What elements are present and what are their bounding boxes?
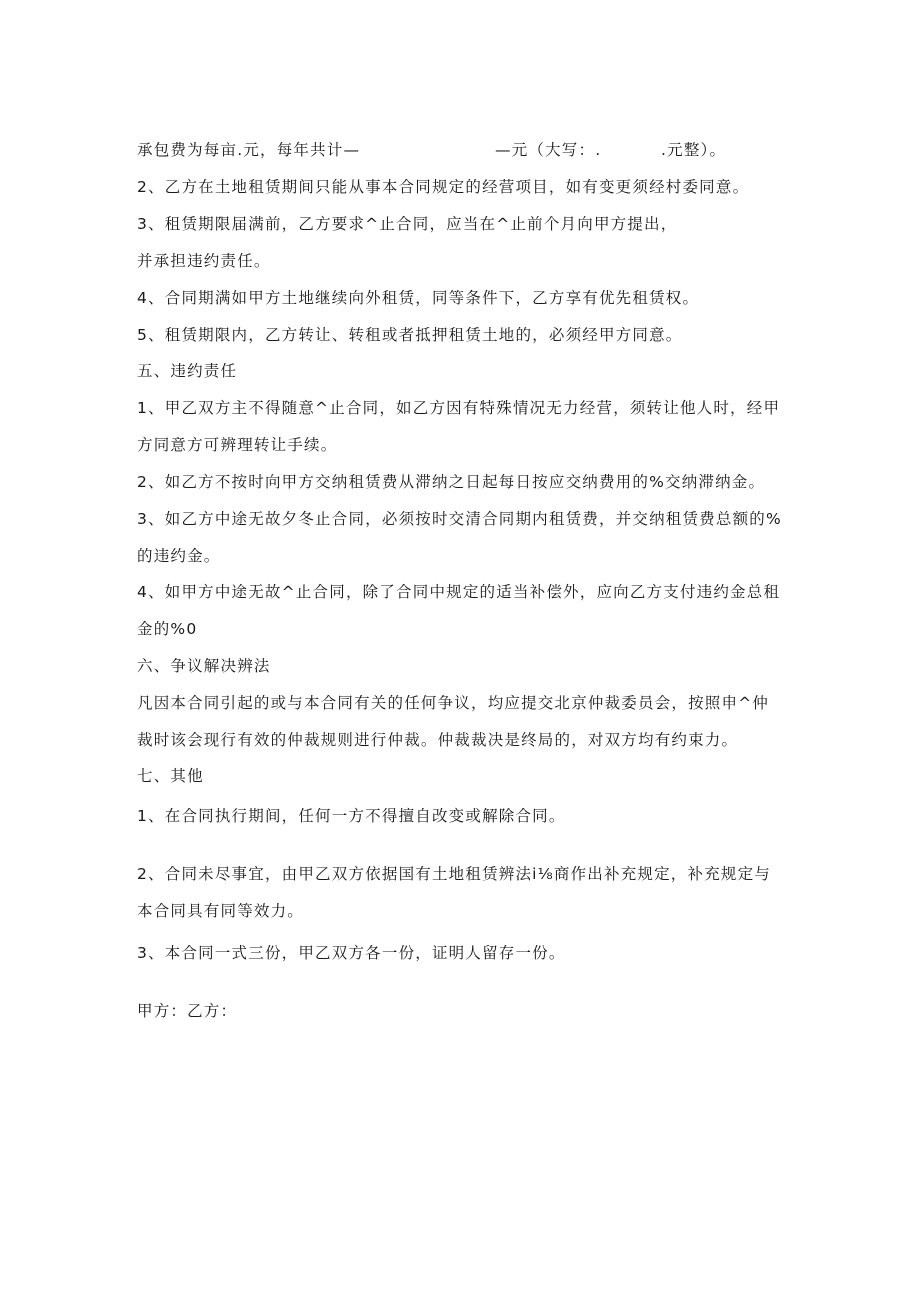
clause-5-4-line-1: 4、如甲方中途无故^止合同，除了合同中规定的适当补偿外，应向乙方支付违约金总租 <box>137 583 781 601</box>
fee-line-part3: .元整）。 <box>661 141 727 159</box>
clause-5-1-line-2: 方同意方可辨理转让手续。 <box>137 436 338 454</box>
clause-2-3-line-1: 3、租赁期限届满前，乙方要求^止合同，应当在^止前个月向甲方提出， <box>137 215 678 233</box>
clause-7-3-line: 3、本合同一式三份，甲乙双方各一份，证明人留存一份。 <box>137 944 566 962</box>
clause-2-3-line-2: 并承担违约责任。 <box>137 252 271 270</box>
clause-5-3-line-2: 的违约金。 <box>137 547 221 565</box>
clause-7-1-line: 1、在合同执行期间，任何一方不得擅自改变或解除合同。 <box>137 807 566 825</box>
signature-line: 甲方：乙方： <box>137 1002 238 1020</box>
clause-2-2-line: 2、乙方在土地租赁期间只能从事本合同规定的经营项目，如有变更须经村委同意。 <box>137 178 750 196</box>
section-heading-5: 五、违约责任 <box>137 362 238 380</box>
section-heading-6: 六、争议解决辨法 <box>137 657 271 675</box>
fee-line-part2: —元（大写：. <box>495 141 602 159</box>
clause-6-line-2: 裁时该会现行有效的仲裁规则进行仲裁。仲裁裁决是终局的，对双方均有约束力。 <box>137 731 739 749</box>
clause-7-2-line-2: 本合同具有同等效力。 <box>137 902 305 920</box>
fee-line-part1: 承包费为每亩.元，每年共计— <box>137 141 361 159</box>
clause-7-2-line-1: 2、合同未尽事宜，由甲乙双方依据国有土地租赁辨法i⅛商作出补充规定，补充规定与 <box>137 865 771 883</box>
clause-2-4-line: 4、合同期满如甲方土地继续向外租赁，同等条件下，乙方享有优先租赁权。 <box>137 289 700 307</box>
section-heading-7: 七、其他 <box>137 767 204 785</box>
clause-5-1-line-1: 1、甲乙双方主不得随意^止合同，如乙方因有特殊情况无力经营，须转让他人时，经甲 <box>137 399 781 417</box>
clause-5-4-line-2: 金的%0 <box>137 620 198 638</box>
clause-6-line-1: 凡因本合同引起的或与本合同有关的任何争议，均应提交北京仲裁委员会，按照申^仲 <box>137 694 770 712</box>
clause-5-2-line: 2、如乙方不按时向甲方交纳租赁费从滞纳之日起每日按应交纳费用的%交纳滞纳金。 <box>137 473 766 491</box>
clause-2-5-line: 5、租赁期限内，乙方转让、转租或者抵押租赁土地的，必须经甲方同意。 <box>137 326 683 344</box>
clause-5-3-line-1: 3、如乙方中途无故夕冬止合同，必须按时交清合同期内租赁费，并交纳租赁费总额的% <box>137 510 782 528</box>
